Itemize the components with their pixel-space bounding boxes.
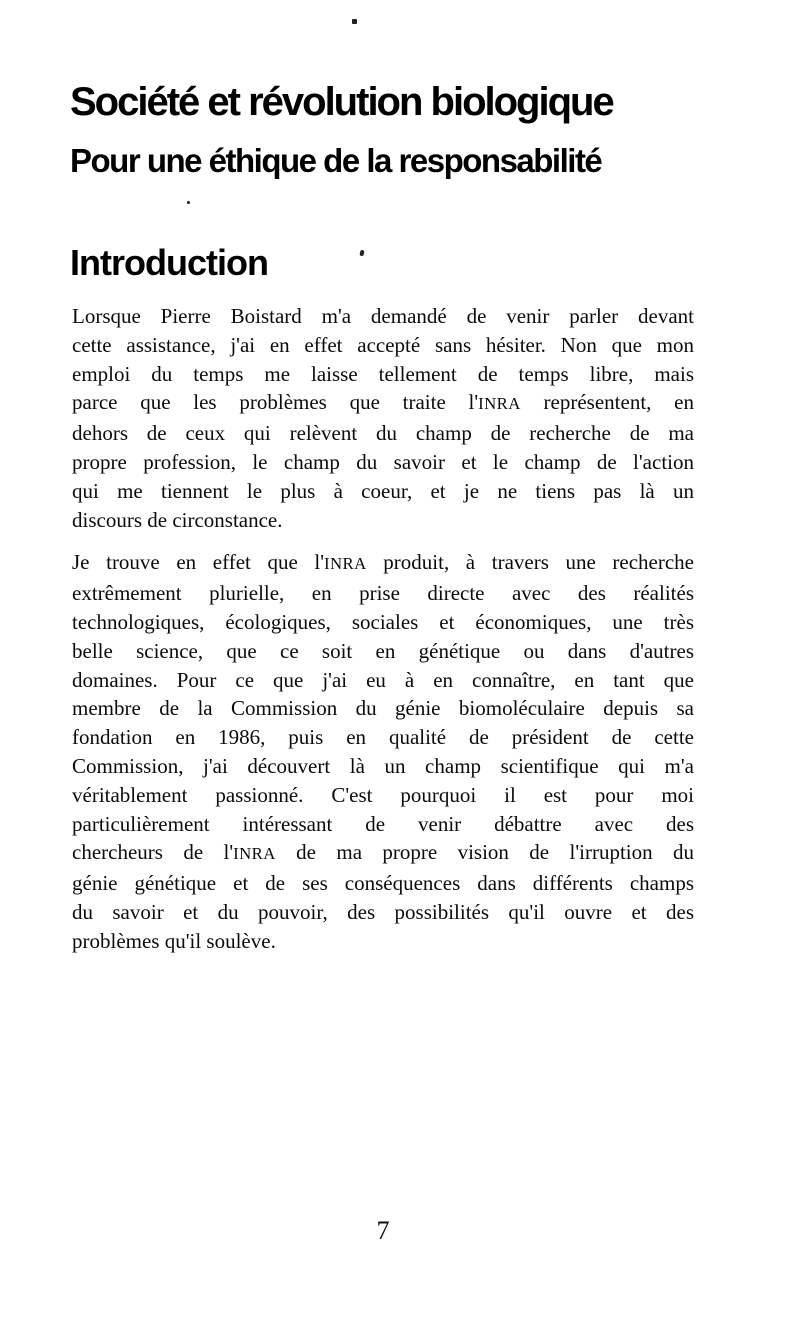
- text-line: Je trouve en effet que l'INRA produit, à travers une recherche: [72, 550, 695, 575]
- text-line: qui me tiennent le plus à coeur, et je ne tiens pas là un: [72, 478, 694, 503]
- text-line: technologiques, écologiques, sociales et économiques, une très: [72, 609, 694, 634]
- inra-smallcaps: INRA: [324, 554, 367, 574]
- text-line: chercheurs de l'INRA de ma propre vision de l'irruption du: [72, 840, 694, 865]
- text-line: fondation en 1986, puis en qualité de président de cette: [72, 725, 694, 750]
- text-line: emploi du temps me laisse tellement de temps libre, mais: [72, 361, 694, 386]
- text-line: extrêmement plurielle, en prise directe avec des réalités: [72, 581, 694, 606]
- text-line: Lorsque Pierre Boistard m'a demandé de venir parler devant: [72, 304, 694, 328]
- scan-speck: [359, 250, 364, 257]
- paragraph: [72, 302, 694, 534]
- text-line: génie génétique et de ses conséquences dans différents champs: [72, 871, 694, 896]
- body-text: [72, 302, 694, 956]
- page-number: 7: [376, 1216, 390, 1245]
- text-line: membre de la Commission du génie biomoléculaire depuis sa: [72, 696, 694, 721]
- text-line: parce que les problèmes que traite l'INRA représentent, en: [72, 390, 694, 415]
- paragraph: [72, 548, 694, 955]
- text-line: dehors de ceux qui relèvent du champ de recherche de ma: [72, 421, 694, 446]
- text-line: belle science, que ce soit en génétique ou dans d'autres: [72, 638, 694, 663]
- scan-speck: [352, 19, 357, 24]
- text-line: du savoir et du pouvoir, des possibilités qu'il ouvre et des: [72, 899, 694, 924]
- scan-speck: [187, 201, 190, 204]
- inra-smallcaps: INRA: [478, 394, 521, 414]
- text-line: particulièrement intéressant de venir débattre avec des: [72, 811, 694, 836]
- book-title: Société et révolution biologique: [70, 80, 613, 124]
- book-subtitle: Pour une éthique de la responsabilité: [70, 142, 602, 179]
- text-line: domaines. Pour ce que j'ai eu à en connaître, en tant que: [72, 667, 694, 692]
- text-line: propre profession, le champ du savoir et le champ de l'action: [72, 449, 694, 474]
- text-line: Commission, j'ai découvert là un champ scientifique qui m'a: [72, 753, 694, 778]
- text-line: problèmes qu'il soulève.: [72, 928, 276, 953]
- text-line: discours de circonstance.: [72, 507, 283, 532]
- text-line: véritablement passionné. C'est pourquoi il est pour moi: [72, 782, 694, 807]
- inra-smallcaps: INRA: [233, 844, 276, 864]
- section-heading: Introduction: [70, 242, 268, 283]
- text-line: cette assistance, j'ai en effet accepté sans hésiter. Non que mon: [72, 332, 694, 357]
